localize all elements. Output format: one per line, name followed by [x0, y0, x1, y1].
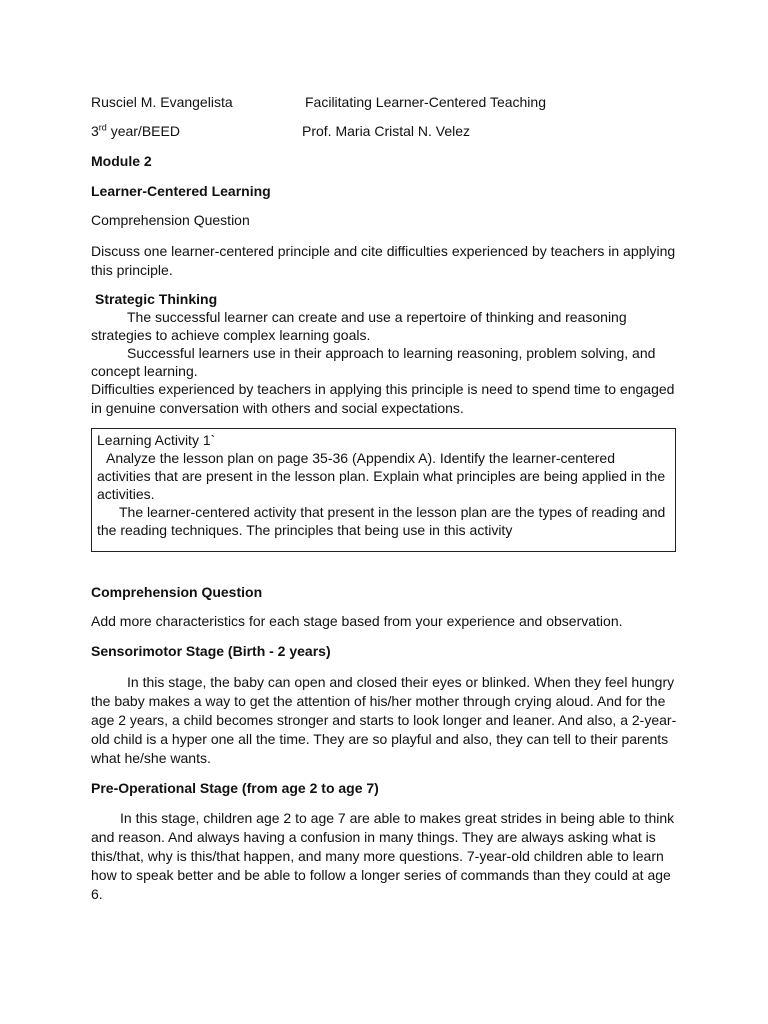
stage-text — [91, 673, 681, 768]
strategic-paragraph-2: Successful learners use in their approach to learning reasoning, problem solving, and concept learning. — [91, 345, 656, 379]
stage-paragraph: In this stage, children age 2 to age 7 are able to makes great strides in being able to think and reason. And always having a confusion in many things. They are always asking what is this/that, why is this/that happen, and many more questions. 7-year-old children able to learn how to speak better and be able to follow a longer series of commands than they could at age 6. — [91, 810, 675, 902]
stage-heading: Sensorimotor Stage (Birth - 2 years) — [91, 643, 331, 659]
strategic-heading: Strategic Thinking — [95, 291, 218, 307]
topic-heading: Learner-Centered Learning — [91, 183, 271, 199]
stage-paragraph: In this stage, the baby can open and closed their eyes or blinked. When they feel hungry the baby makes a way to get the attention of his/her mother through crying aloud. And for the age 2 years, a child becomes stronger and starts to look longer and leaner. And also, a 2-year-old child is a hyper one all the time. They are so playful and also, they can tell to their parents what he/she wants. — [91, 674, 677, 766]
strategic-paragraph-3: Difficulties experienced by teachers in applying this principle is need to spend time to engaged in genuine conversation with others and social expectations. — [91, 381, 675, 416]
stage-heading: Pre-Operational Stage (from age 2 to age 7) — [91, 780, 379, 796]
year-program: year/BEED — [106, 123, 180, 139]
activity-answer: The learner-centered activity that present in the lesson plan are the types of reading and the reading techniques. The principles that being use in this activity — [97, 504, 666, 538]
stage-text — [91, 809, 681, 904]
question2-prompt: Add more characteristics for each stage based from your experience and observation. — [91, 613, 623, 629]
strategic-section — [91, 308, 681, 418]
activity-instruction: Analyze the lesson plan on page 35-36 (Appendix A). Identify the learner-centered activities that are present in the lesson plan. Explain what principles are being applied in the activities. — [97, 450, 666, 502]
student-name: Rusciel M. Evangelista — [91, 94, 233, 110]
module-heading: Module 2 — [91, 153, 152, 169]
learning-activity-box — [91, 428, 676, 552]
year-suffix: rd — [98, 122, 107, 133]
year-number: 3 — [91, 123, 99, 139]
professor-name: Prof. Maria Cristal N. Velez — [302, 123, 471, 139]
year-level — [91, 123, 180, 139]
strategic-paragraph-1: The successful learner can create and use a repertoire of thinking and reasoning strategies to achieve complex learning goals. — [91, 309, 627, 343]
question1-label: Comprehension Question — [91, 212, 250, 228]
question2-label: Comprehension Question — [91, 584, 263, 600]
question1-prompt: Discuss one learner-centered principle and cite difficulties experienced by teachers in applying this principle. — [91, 243, 676, 278]
course-title: Facilitating Learner-Centered Teaching — [305, 94, 546, 110]
activity-title: Learning Activity 1` — [97, 432, 216, 448]
